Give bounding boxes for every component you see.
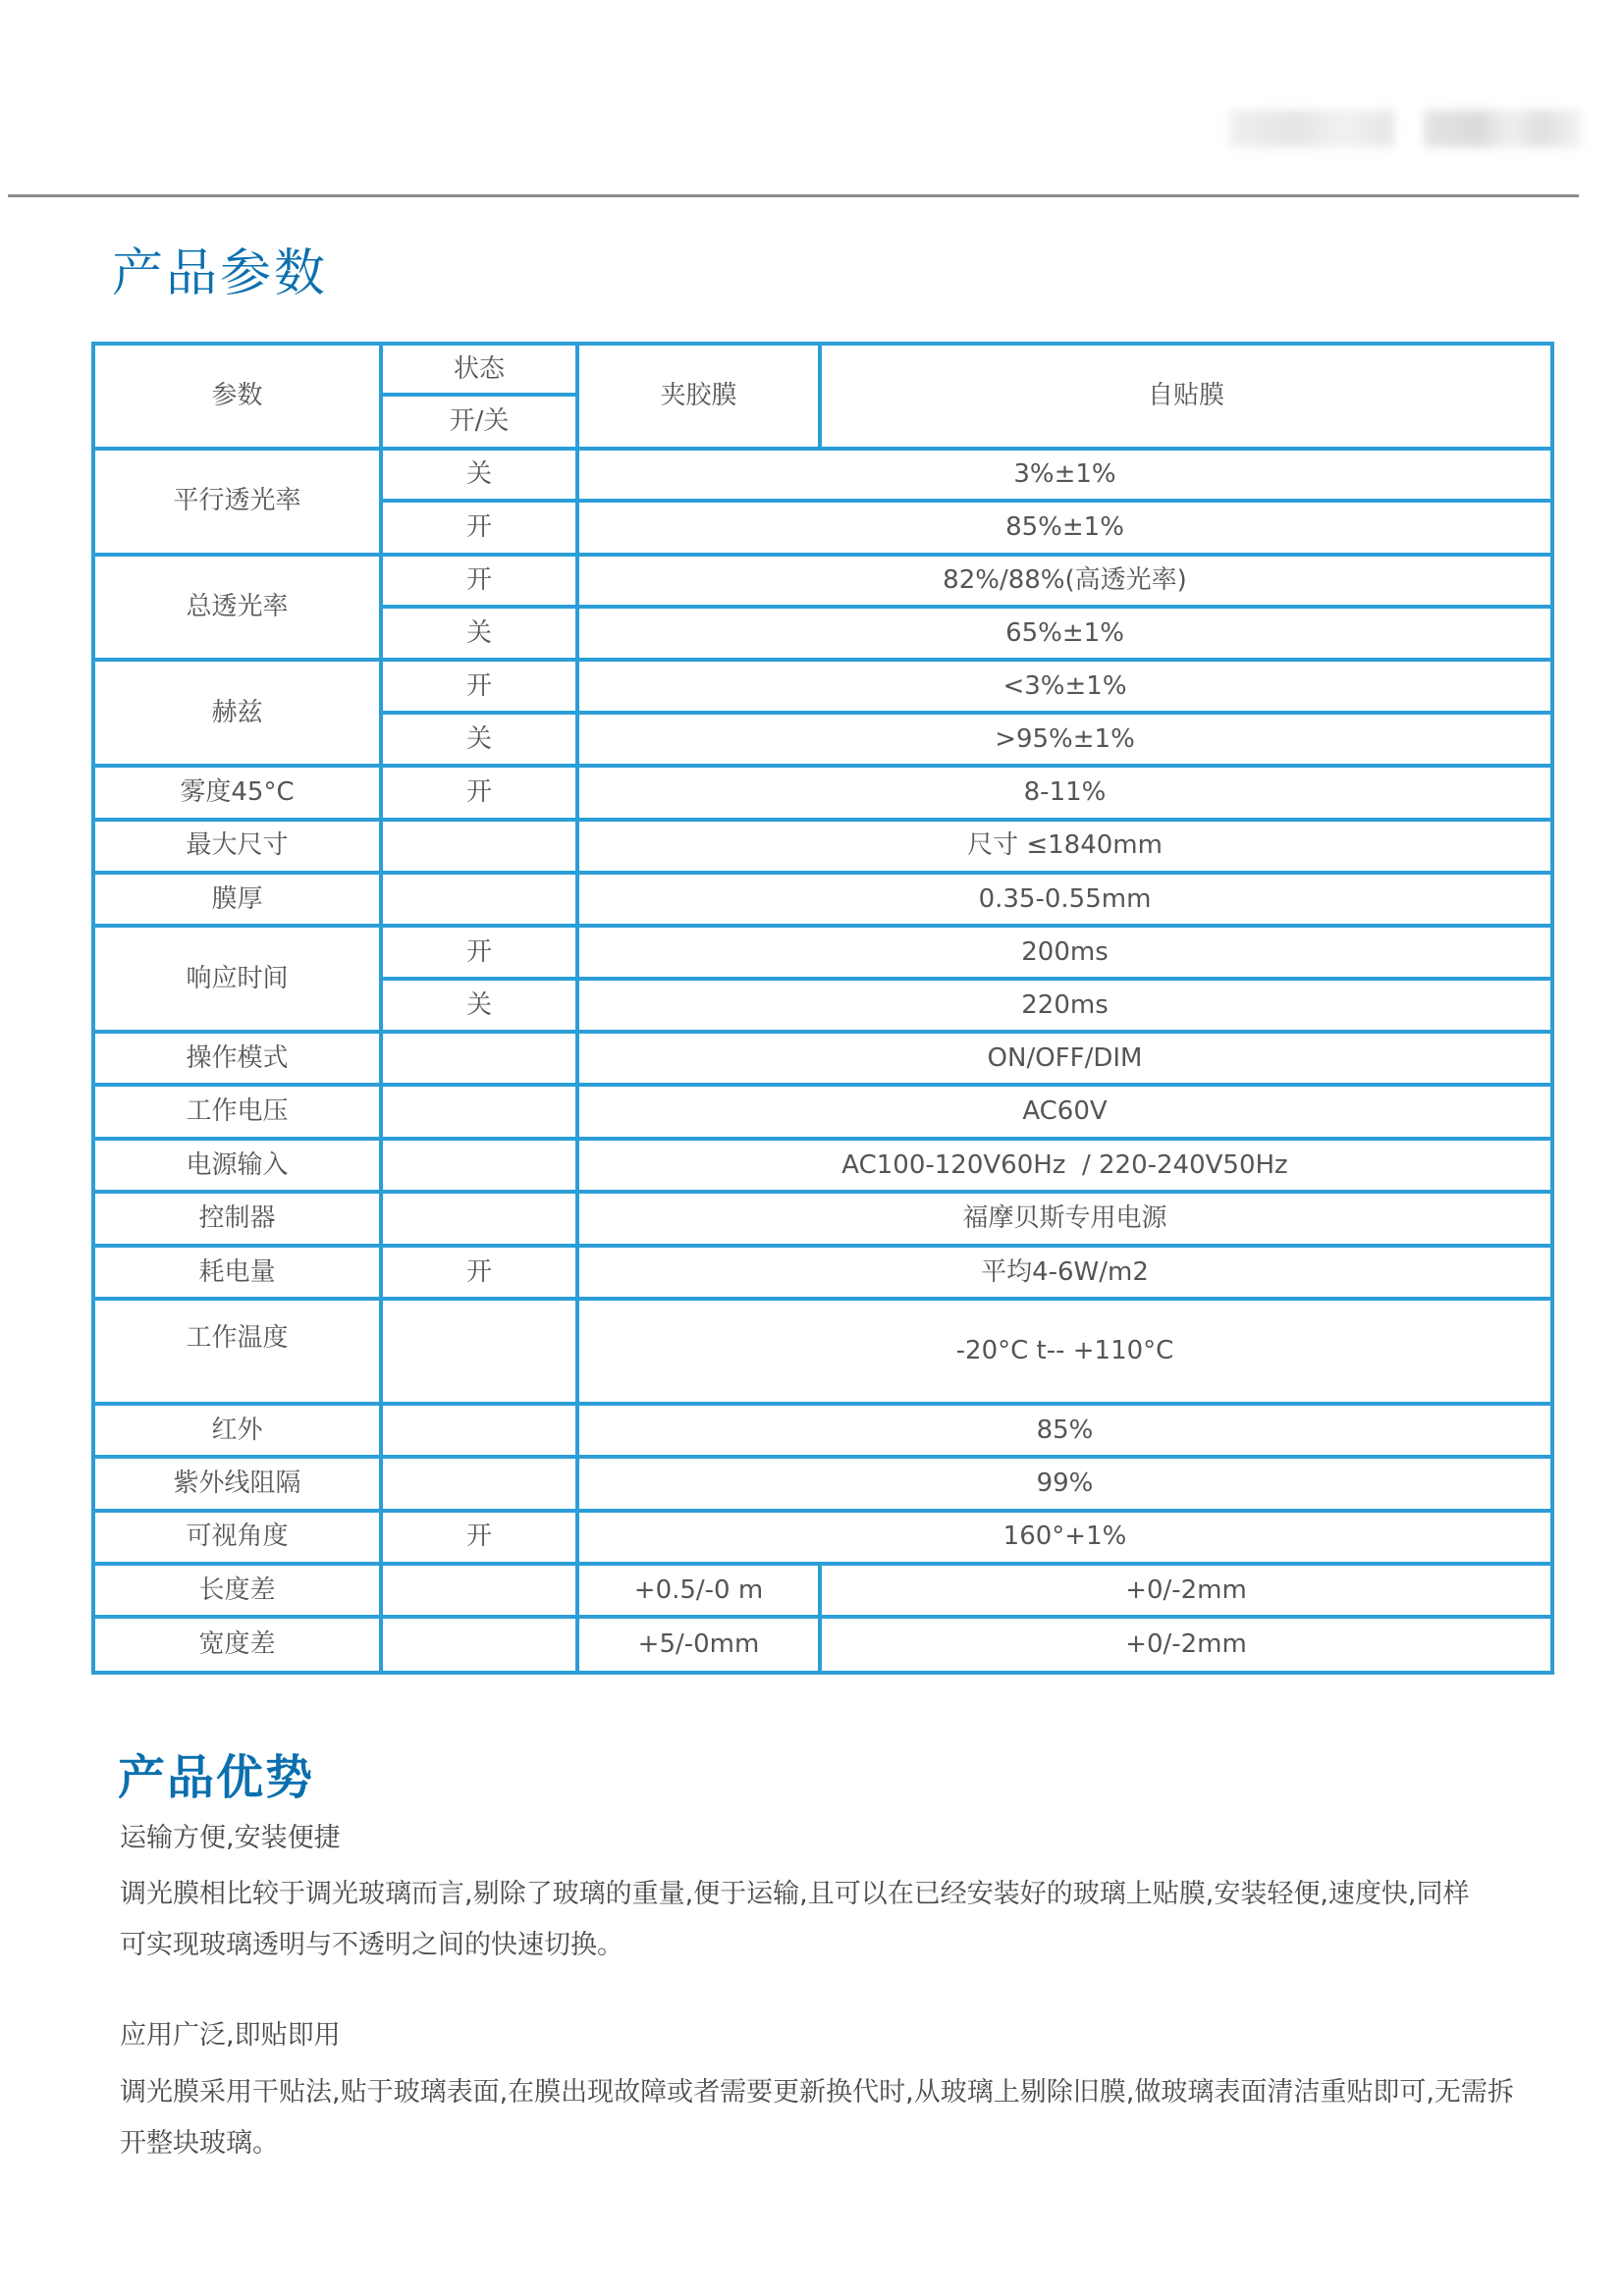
- row-state: 开: [381, 555, 577, 607]
- row-state: 关: [381, 713, 577, 766]
- row-value: 尺寸 ≤1840mm: [577, 820, 1552, 873]
- row-value-adhesive: +0/-2mm: [820, 1564, 1552, 1617]
- row-label: 紫外线阻隔: [93, 1457, 381, 1510]
- header-param: 参数: [93, 344, 381, 449]
- row-value: 8-11%: [577, 766, 1552, 819]
- section-title-parameters: 产品参数: [112, 244, 329, 303]
- row-value: 200ms: [577, 926, 1552, 978]
- row-state: [381, 1457, 577, 1510]
- advantage-text-application: 调光膜采用干贴法,贴于玻璃表面,在膜出现故障或者需要更新换代时,从玻璃上剔除旧膜,做玻璃表面清洁重贴即可,无需拆开整块玻璃。: [120, 2077, 1514, 2159]
- row-value: AC100-120V60Hz / 220-240V50Hz: [577, 1139, 1552, 1192]
- row-state: [381, 820, 577, 873]
- row-state: 开: [381, 926, 577, 978]
- row-state: [381, 1299, 577, 1404]
- row-label: 控制器: [93, 1192, 381, 1245]
- header-adhesive: 自贴膜: [820, 344, 1552, 449]
- header-rule: [8, 194, 1579, 197]
- row-value: <3%±1%: [577, 660, 1552, 712]
- row-state: 开: [381, 1246, 577, 1299]
- row-state: 开: [381, 660, 577, 712]
- row-state: [381, 1192, 577, 1245]
- advantage-heading-application: 应用广泛,即贴即用: [120, 2020, 341, 2051]
- row-value: 85%: [577, 1404, 1552, 1457]
- row-label: 可视角度: [93, 1511, 381, 1564]
- row-value: 99%: [577, 1457, 1552, 1510]
- row-state: [381, 1139, 577, 1192]
- row-state: 开: [381, 501, 577, 554]
- advantage-text-transport: 调光膜相比较于调光玻璃而言,剔除了玻璃的重量,便于运输,且可以在已经安装好的玻璃上贴膜,安装轻便,速度快,同样可实现玻璃透明与不透明之间的快速切换。: [120, 1879, 1470, 1960]
- spec-table: [91, 342, 1554, 1675]
- row-value: 平均4-6W/m2: [577, 1246, 1552, 1299]
- row-state: [381, 1085, 577, 1138]
- row-label: 操作模式: [93, 1032, 381, 1085]
- row-value: 160°+1%: [577, 1511, 1552, 1564]
- row-state: 开: [381, 766, 577, 819]
- row-value: 82%/88%(高透光率): [577, 555, 1552, 607]
- row-label: 最大尺寸: [93, 820, 381, 873]
- row-state: 关: [381, 449, 577, 501]
- row-value: 85%±1%: [577, 501, 1552, 554]
- row-state: [381, 873, 577, 926]
- row-value-laminated: +5/-0mm: [577, 1617, 820, 1673]
- section-title-advantages: 产品优势: [118, 1750, 315, 1805]
- row-label: 长度差: [93, 1564, 381, 1617]
- row-value: AC60V: [577, 1085, 1552, 1138]
- header-laminated: 夹胶膜: [577, 344, 820, 449]
- row-value: 0.35-0.55mm: [577, 873, 1552, 926]
- row-label: 赫兹: [93, 660, 381, 766]
- row-label: 膜厚: [93, 873, 381, 926]
- row-label: 耗电量: [93, 1246, 381, 1299]
- row-label: 响应时间: [93, 926, 381, 1032]
- blurred-logo-right: [1424, 110, 1581, 147]
- advantage-heading-transport: 运输方便,安装便捷: [120, 1823, 341, 1853]
- row-value: 65%±1%: [577, 607, 1552, 660]
- row-state: [381, 1032, 577, 1085]
- row-state: [381, 1564, 577, 1617]
- row-value: ON/OFF/DIM: [577, 1032, 1552, 1085]
- row-state: 关: [381, 979, 577, 1032]
- row-value: 3%±1%: [577, 449, 1552, 501]
- row-label: 雾度45°C: [93, 766, 381, 819]
- header-state: 状态: [381, 344, 577, 395]
- row-label: 总透光率: [93, 555, 381, 661]
- row-value: 福摩贝斯专用电源: [577, 1192, 1552, 1245]
- row-label: 电源输入: [93, 1139, 381, 1192]
- row-value: 220ms: [577, 979, 1552, 1032]
- row-label: 工作电压: [93, 1085, 381, 1138]
- row-label: 宽度差: [93, 1617, 381, 1673]
- row-value: >95%±1%: [577, 713, 1552, 766]
- row-value-laminated: +0.5/-0 m: [577, 1564, 820, 1617]
- row-value-adhesive: +0/-2mm: [820, 1617, 1552, 1673]
- row-state: [381, 1404, 577, 1457]
- row-state: [381, 1617, 577, 1673]
- row-state: 开: [381, 1511, 577, 1564]
- row-label: 平行透光率: [93, 449, 381, 555]
- row-label: 工作温度: [93, 1299, 381, 1404]
- row-state: 关: [381, 607, 577, 660]
- header-onoff: 开/关: [381, 395, 577, 448]
- row-value: -20°C t-- +110°C: [577, 1299, 1552, 1404]
- blurred-logo-left: [1229, 110, 1394, 147]
- row-label: 红外: [93, 1404, 381, 1457]
